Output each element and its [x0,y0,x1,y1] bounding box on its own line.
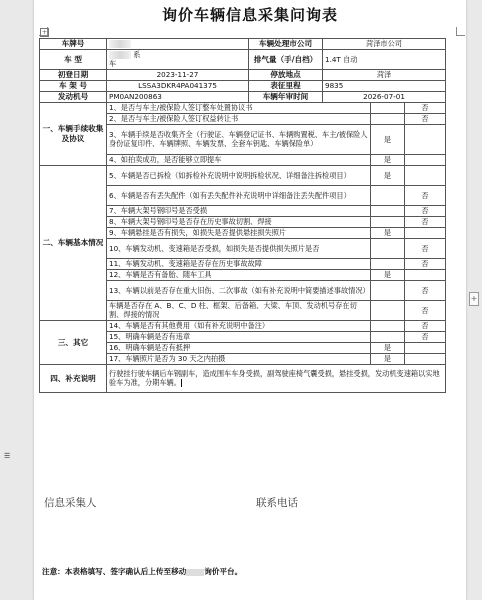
mileage-label: 表征里程 [249,80,323,91]
redacted-model [109,51,131,59]
item-yes[interactable] [371,113,405,124]
item-yes[interactable]: 是 [371,342,405,353]
item-no[interactable]: 否 [405,320,446,331]
row-frame [40,80,446,91]
item-no[interactable] [405,154,446,165]
row-plate [40,39,446,50]
footer-note-part2: 询价平台。 [204,567,243,576]
item-text: 6、车辆是否有丢失配件（如有丢失配件补充说明中详细备注丢失配件项目） [107,185,371,205]
redacted-text [186,569,204,576]
model-value-line2: 车 [109,59,117,69]
row-reg [40,69,446,80]
item-no[interactable] [405,227,446,238]
item-text: 13、车辆以前是否存在重大旧伤、二次事故（如有补充说明中简要描述事故情况） [107,280,371,300]
item-yes[interactable] [371,216,405,227]
handling-value[interactable]: 菏泽市公司 [323,39,446,50]
item-no[interactable]: 否 [405,205,446,216]
list-marker-icon[interactable]: ☰ [4,452,11,460]
item-text: 2、是否与车主/被保险人签订权益转让书 [107,113,371,124]
inquiry-table [39,38,446,393]
item-yes[interactable] [371,205,405,216]
section-3-label: 三、其它 [40,320,107,364]
model-label: 车 型 [40,50,107,70]
handling-label: 车辆处理市公司 [249,39,323,50]
section-4-label: 四、补充说明 [40,364,107,392]
model-value[interactable] [107,50,249,70]
inspect-label: 车辆年审时间 [249,91,323,102]
item-text: 17、车辆照片是否为 30 天之内拍摄 [107,353,371,364]
document-page [34,0,466,600]
item-yes[interactable] [371,300,405,320]
item-yes[interactable] [371,102,405,113]
item-no[interactable] [405,124,446,154]
row-model [40,50,446,70]
park-label: 停放地点 [249,69,323,80]
item-no[interactable] [405,165,446,185]
reg-value[interactable]: 2023-11-27 [107,69,249,80]
supplement-text[interactable] [107,364,446,392]
row-engine [40,91,446,102]
item-no[interactable]: 否 [405,280,446,300]
model-value-suffix: 系 [133,50,141,59]
item-text: 8、车辆大架号钢印号是否存在历史事故切割、焊接 [107,216,371,227]
item-text: 15、明确车辆是否有违章 [107,331,371,342]
item-no[interactable]: 否 [405,238,446,258]
displacement-value[interactable]: 1.4T 自动 [323,50,446,70]
item-yes[interactable]: 是 [371,154,405,165]
item-yes[interactable] [371,185,405,205]
item-yes[interactable]: 是 [371,269,405,280]
engine-value[interactable]: PM0AN200863 [107,91,249,102]
item-no[interactable]: 否 [405,102,446,113]
section-1-label: 一、车辆手续收集及协议 [40,102,107,165]
item-no[interactable] [405,342,446,353]
section-2-label: 二、车辆基本情况 [40,165,107,320]
item-no[interactable]: 否 [405,300,446,320]
item-yes[interactable] [371,238,405,258]
item-row [40,320,446,331]
inspect-value[interactable]: 2026-07-01 [323,91,446,102]
item-yes[interactable] [371,331,405,342]
item-no[interactable]: 否 [405,113,446,124]
crop-mark-top-right [456,27,465,36]
add-column-icon[interactable]: + [469,292,479,306]
engine-label: 发动机号 [40,91,107,102]
redacted-plate [109,40,131,48]
item-text: 车辆是否存在 A、B、C、D 柱、框架、后备箱、大梁、车顶、发动机号存在切割、焊接的情况 [107,300,371,320]
item-yes[interactable] [371,258,405,269]
item-yes[interactable] [371,280,405,300]
item-yes[interactable] [371,320,405,331]
item-text: 12、车辆是否有备胎、随车工具 [107,269,371,280]
phone-label: 联系电话 [256,497,298,509]
item-text: 11、车辆发动机、变速箱是否存在历史事故故障 [107,258,371,269]
item-text: 5、车辆是否已拆检（如拆检补充说明中说明拆检状况、详细备注拆检项目） [107,165,371,185]
collector-label: 信息采集人 [44,497,97,509]
footer-note-part1: 注意：本表格填写、签字确认后上传至移动 [42,567,187,576]
item-no[interactable]: 否 [405,216,446,227]
table-move-handle-icon[interactable]: + [41,29,48,36]
item-no[interactable] [405,269,446,280]
item-yes[interactable]: 是 [371,227,405,238]
item-text: 3、车辆手续是否收集齐全（行驶证、车辆登记证书、车辆购置税、车主/被保险人身份证复印件、车辆牌照、车辆发票、全套车钥匙、车辆保险单） [107,124,371,154]
item-text: 10、车辆发动机、变速箱是否受损，如损失是否提供损失照片是否 [107,238,371,258]
reg-label: 初登日期 [40,69,107,80]
displacement-label: 排气量（手/自档） [249,50,323,70]
plate-value[interactable] [107,39,249,50]
item-text: 7、车辆大架号钢印号是否受损 [107,205,371,216]
item-yes[interactable]: 是 [371,165,405,185]
supplement-content: 行驶挂行驶车辆后车钢副车，造成围车车身受损，副驾驶座椅气囊受损，悬挂受损，发动机变速箱以实地验车为准，分期车辆。 [109,368,440,388]
park-value[interactable]: 菏泽 [323,69,446,80]
item-yes[interactable]: 是 [371,124,405,154]
text-cursor [181,379,182,387]
item-text: 4、如拍卖成功，是否能够立即提车 [107,154,371,165]
frame-value[interactable]: LSSA3DKR4PA041375 [107,80,249,91]
item-text: 14、车辆是否有其他费用（如有补充说明中备注） [107,320,371,331]
item-no[interactable]: 否 [405,185,446,205]
plate-label: 车牌号 [40,39,107,50]
item-row [40,102,446,113]
item-yes[interactable]: 是 [371,353,405,364]
item-text: 9、车辆悬挂是否有损失，如损失是否提供悬挂损失照片 [107,227,371,238]
supplement-row [40,364,446,392]
form-title: 询价车辆信息采集问询表 [161,6,338,24]
frame-label: 车 架 号 [40,80,107,91]
item-no[interactable] [405,353,446,364]
item-text: 16、明确车辆是否有抵押 [107,342,371,353]
item-no[interactable]: 否 [405,258,446,269]
item-text: 1、是否与车主/被保险人签订整车处置协议书 [107,102,371,113]
item-no[interactable]: 否 [405,331,446,342]
mileage-value[interactable]: 9835 [323,80,446,91]
footer-note [42,566,242,577]
item-row [40,165,446,185]
